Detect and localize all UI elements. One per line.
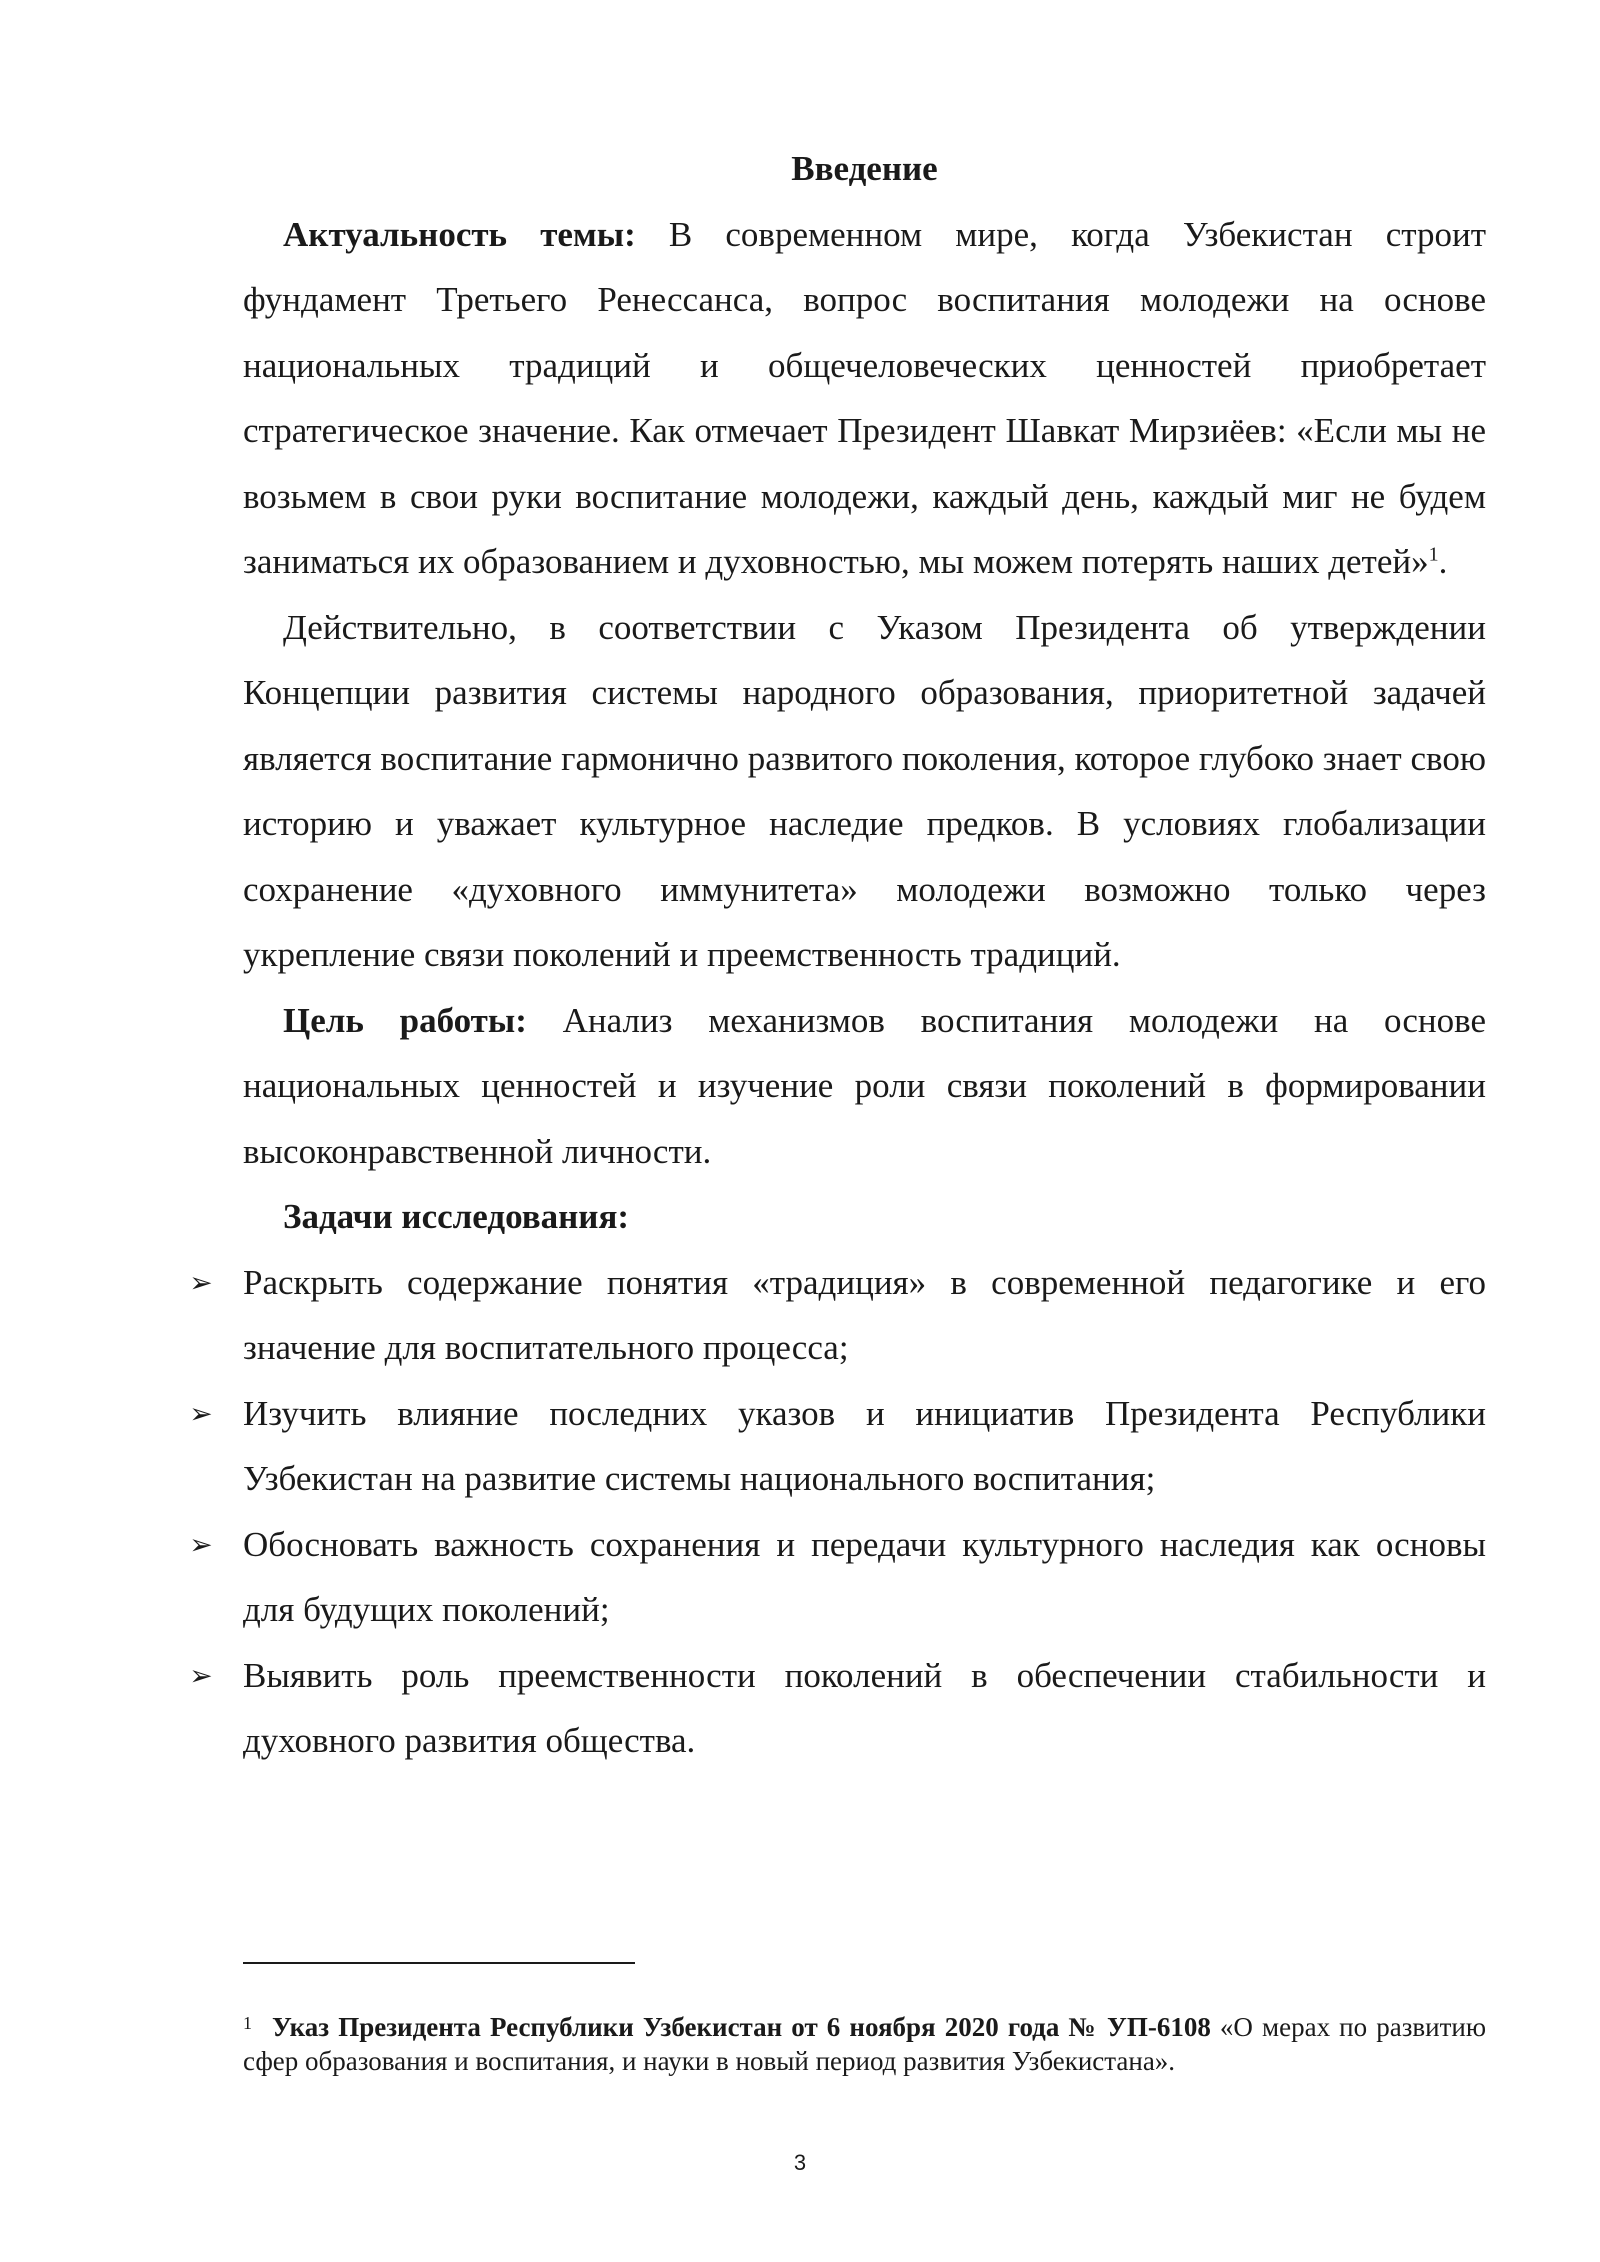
arrow-bullet-icon: ➢ [189,1265,213,1299]
list-item [189,1512,1486,1643]
task-text: Обосновать важность сохранения и передачи культурного наследия как основы для будущих поколений; [243,1524,1486,1629]
footnote-separator [243,1962,635,1964]
tasks-list [189,1250,1486,1774]
footnote-source: Указ Президента Республики Узбекистан от 6 ноября 2020 года № УП-6108 [272,2012,1211,2042]
relevance-end: . [1438,542,1448,581]
task-text: Изучить влияние последних указов и инициатив Президента Республики Узбекистан на развитие системы национального воспитания; [243,1393,1486,1498]
arrow-bullet-icon: ➢ [189,1396,213,1430]
task-text: Раскрыть содержание понятия «традиция» в современной педагогике и его значение для воспитательного процесса; [243,1262,1486,1367]
task-text: Выявить роль преемственности поколений в обеспечении стабильности и духовного развития общества. [243,1655,1486,1760]
tasks-heading: Задачи исследования: [283,1197,630,1236]
goal-paragraph [243,988,1486,1185]
footnote-text: «О мерах по развитию сфер образования и воспитания, и науки в новый период развития Узбекистана». [243,2012,1486,2076]
list-item [189,1250,1486,1381]
footnote-reference[interactable]: 1 [1428,543,1439,566]
list-item [189,1643,1486,1774]
relevance-text: В современном мире, когда Узбекистан строит фундамент Третьего Ренессанса, вопрос воспитания молодежи на основе национальных традиций и общечеловеческих ценностей приобретает стратегическое значение. Как отмечает Президент Шавкат Мирзиёев: «Если мы не возьмем в свои руки воспитание молодежи, каждый день, каждый миг не будем заниматься их образованием и духовностью, мы можем потерять наших детей» [243,214,1486,581]
footnote [243,2010,1486,2078]
list-item [189,1381,1486,1512]
page-number: 3 [793,2150,807,2175]
context-paragraph: Действительно, в соответствии с Указом Президента об утверждении Концепции развития системы народного образования, приоритетной задачей является воспитание гармонично развитого поколения, которое глубоко знает свою историю и уважает культурное наследие предков. В условиях глобализации сохранение «духовного иммунитета» молодежи возможно только через укрепление связи поколений и преемственность традиций. [243,607,1486,974]
goal-label: Цель работы: [283,1000,527,1040]
arrow-bullet-icon: ➢ [189,1527,213,1561]
relevance-paragraph [243,202,1486,595]
section-heading: Введение [791,149,938,188]
relevance-label: Актуальность темы: [283,214,636,254]
footnote-number: 1 [243,2013,252,2033]
main-text [189,136,1486,1774]
arrow-bullet-icon: ➢ [189,1658,213,1692]
goal-text: Анализ механизмов воспитания молодежи на основе национальных ценностей и изучение роли связи поколений в формировании высоконравственной личности. [243,1000,1486,1171]
